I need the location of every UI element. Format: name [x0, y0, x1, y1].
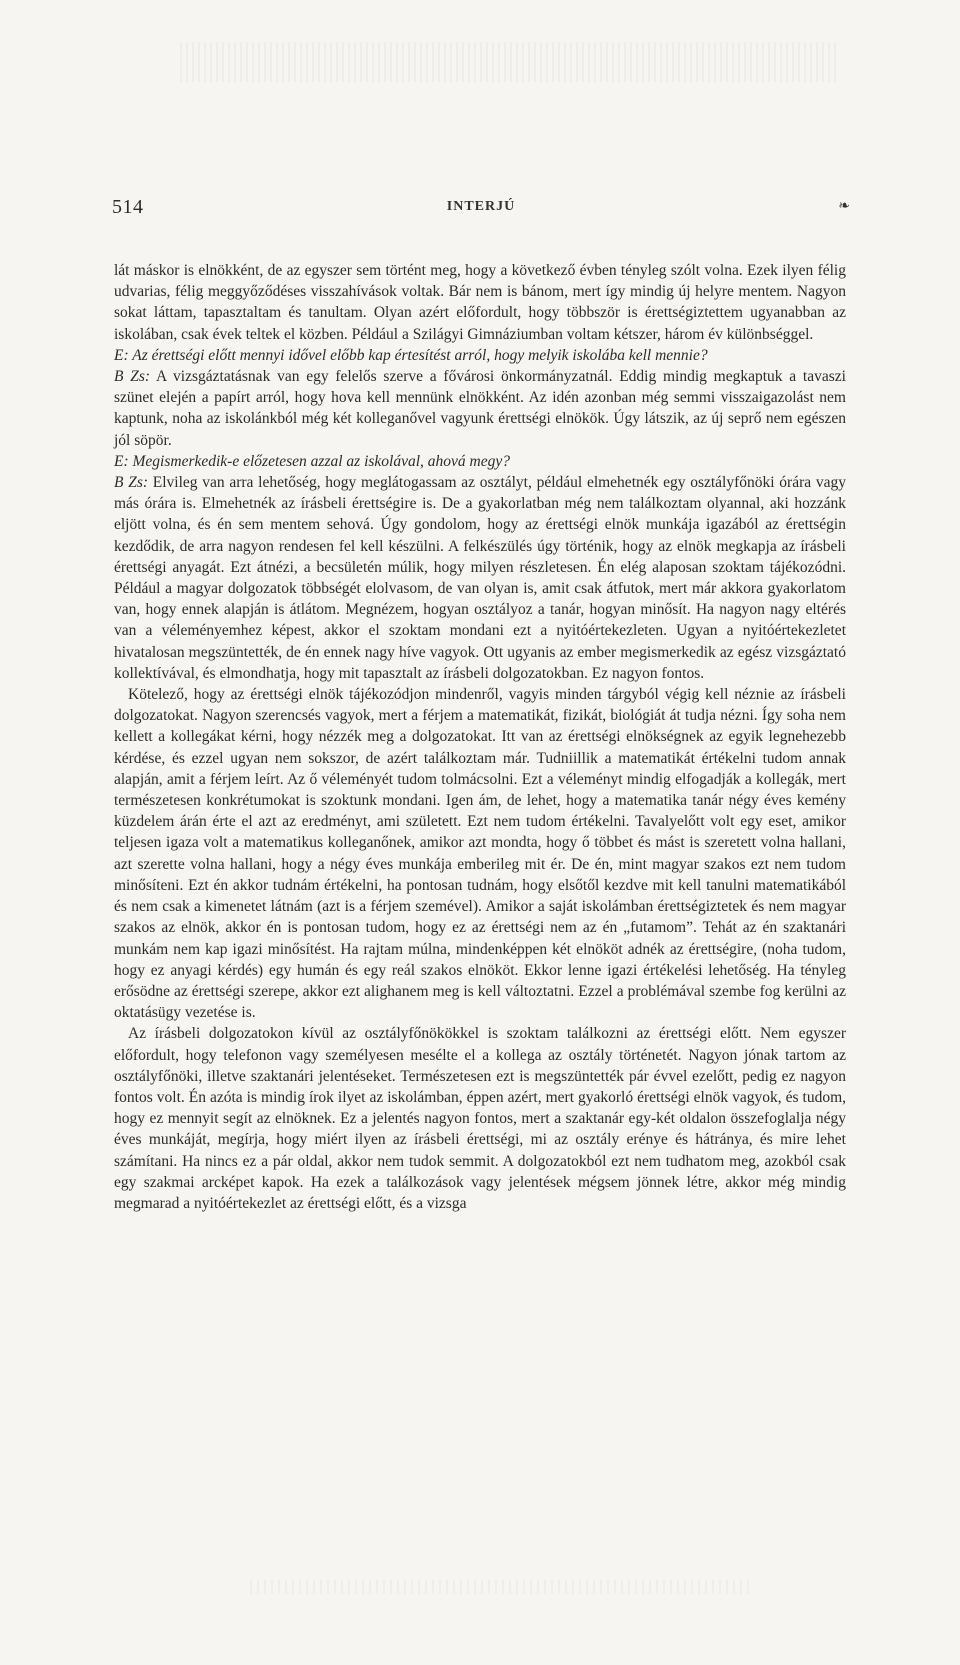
- speaker-label: B Zs:: [114, 368, 151, 386]
- running-head: INTERJÚ: [446, 199, 516, 214]
- paragraph-continuation: lát máskor is elnökként, de az egyszer sem történt meg, hogy a következő évben tényleg szólt volna. Ezek ilyen félig udvarias, félig meggyőződéses visszahívások voltak. Bár nem is bánom, mert így mindig új helyre mentem. Nagyon sokat láttam, tapasztaltam és tanultam. Olyan azért előfordult, hogy többször is érettségiztettem ugyanabban az iskolában, csak évek teltek el közben. Például a Szilágyi Gimnáziumban voltam kétszer, három év különbséggel.: [114, 262, 846, 343]
- answer-1: [114, 366, 846, 451]
- answer-text: Elvileg van arra lehetőség, hogy meglátogassam az osztályt, például elmehetnék egy osztályfőnöki órára vagy más órára is. Elmehetnék az írásbeli érettségire is. De a gyakorlatban még nem találkoztam olyannal, aki hozzánk eljött volna, és én sem mentem sehová. Úgy gondolom, hogy az érettségi elnök munkája igazából az érettségin kezdődik, de arra nagyon rendesen fel kell készülni. A felkészülés úgy történik, hogy az elnök megkapja az írásbeli érettségi anyagát. Ezt átnézi, a becsületén múlik, hogy milyen részletesen. Én elég alaposan szoktam tájékozódni. Például a magyar dolgozatok többségét elolvasom, de van olyan is, amit csak átfutok, mert már akkora gyakorlatom van, hogy ennek alapján is átlátom. Megnézem, hogyan osztályoz a tanár, hogyan minősít. Ha nagyon nagy eltérés van a véleményemhez képest, akkor el szoktam mondani ezt a nyitóértekezleten. Ugyan a nyitóértekezletet hivatalosan megszüntették, de én ennek nagy híve vagyok. Ott ugyanis az ember megismerkedik az egész vizsgáztató kollektívával, és elmondhatja, hogy mit tapasztalt az írásbeli dolgozatokban. Ez nagyon fontos.: [114, 474, 846, 682]
- speaker-label: B Zs:: [114, 474, 149, 492]
- ornament-icon: ❧: [838, 199, 850, 214]
- body-text: [114, 260, 846, 1214]
- question-2: E: Megismerkedik-e előzetesen azzal az iskolával, ahová megy?: [114, 452, 510, 470]
- page-number: 514: [112, 196, 144, 218]
- scan-noise-bottom: [250, 1580, 750, 1594]
- page-header: [112, 196, 850, 226]
- answer-text: A vizsgáztatásnak van egy felelős szerve a fővárosi önkormányzatnál. Eddig mindig megkaptuk a tavaszi szünet elején a papírt arról, hogy hova kell mennünk elnökként. Az idén azonban még semmi visszaigazolást nem kaptunk, noha az iskolánkból még két kolleganővel vagyunk érettségi elnökök. Úgy látszik, az új seprő nem egészen jól söpör.: [114, 368, 846, 449]
- paragraph-indented: Az írásbeli dolgozatokon kívül az osztályfőnökökkel is szoktam találkozni az érettségi előtt. Nem egyszer előfordult, hogy telefonon vagy személyesen mesélte el a kollega az osztály történetét. Nagyon jónak tartom az osztályfőnöki, illetve szaktanári jelentéseket. Természetesen ezt is megszüntették pár évvel ezelőtt, pedig ez nagyon fontos volt. Én azóta is mindig írok ilyet az iskolámban, éppen azért, mert gyakorló érettségi elnök vagyok, és tudom, hogy ez mennyit segít az elnöknek. Ez a jelentés nagyon fontos, mert a szaktanár egy-két oldalon összefoglalja négy éves munkáját, megírja, hogy miért ilyen az írásbeli érettségi, mi az osztály erénye és hátránya, és mire lehet számítani. Ha nincs ez a pár oldal, akkor nem tudok semmit. A dolgozatokból ezt nem tudhatom meg, azokból csak egy szakmai arcképet kapok. Ha ezek a találkozások vagy jelentések mégsem jönnek létre, akkor még mindig megmarad a nyitóértekezlet az érettségi előtt, és a vizsga: [114, 1025, 846, 1212]
- question-1: E: Az érettségi előtt mennyi idővel előbb kap értesítést arról, hogy melyik iskolába kell mennie?: [114, 346, 708, 364]
- scan-noise-top: [180, 42, 840, 82]
- answer-2: [114, 472, 846, 684]
- paragraph-indented: Kötelező, hogy az érettségi elnök tájékozódjon mindenről, vagyis minden tárgyból végig kell néznie az írásbeli dolgozatokat. Nagyon szerencsés vagyok, mert a férjem a matematikát, fizikát, biológiát át tudja nézni. Így soha nem kellett a kollegákat kérni, hogy nézzék meg a dolgozatokat. Itt van az érettségi elnökségnek az egyik legnehezebb kérdése, és ezzel ugyan nem sokszor, de azért találkoztam már. Tudniillik a matematikát értékelni tudom annak alapján, amit a férjem leírt. Az ő véleményét tudom tolmácsolni. Ezt a véleményt mindig elfogadják a kollegák, mert természetesen konkrétumokat is szoktunk mondani. Igen ám, de lehet, hogy a matematika tanár négy éves kemény küzdelem árán érte el azt az eredményt, ami született. Ezt nem tudom értékelni. Tavalyelőtt volt egy eset, amikor teljesen igaza volt a matematikus kolleganőnek, amikor azt mondta, hogy ő többet és mást is szeretett volna hallani, azt szerette volna hallani, hogy a négy éves munkája emberileg mit ér. De én, mint magyar szakos ezt nem tudom minősíteni. Ezt én akkor tudnám értékelni, ha pontosan tudnám, hogy elsőtől kezdve mit kell tanulni matematikából és nem csak a kimenetet látnám (azt is a férjem szemével). Amikor a saját iskolámban érettségiztetek és nem magyar szakos az elnök, akkor én is pontosan tudom, hogy ez az érettségi nem az én „futamom”. Tehát az én szaktanári munkám nem kap igazi minősítést. Ha rajtam múlna, mindenképpen két elnököt adnék az érettségire, (noha tudom, hogy ez anyagi kérdés) egy humán és egy reál szakos elnököt. Ekkor lenne igazi értékelési lehetőség. Ha tényleg erősödne az érettségi szerepe, akkor ezt alighanem meg is kell változtatni. Ezzel a problémával szembe fog kerülni az oktatásügy vezetése is.: [114, 686, 846, 1022]
